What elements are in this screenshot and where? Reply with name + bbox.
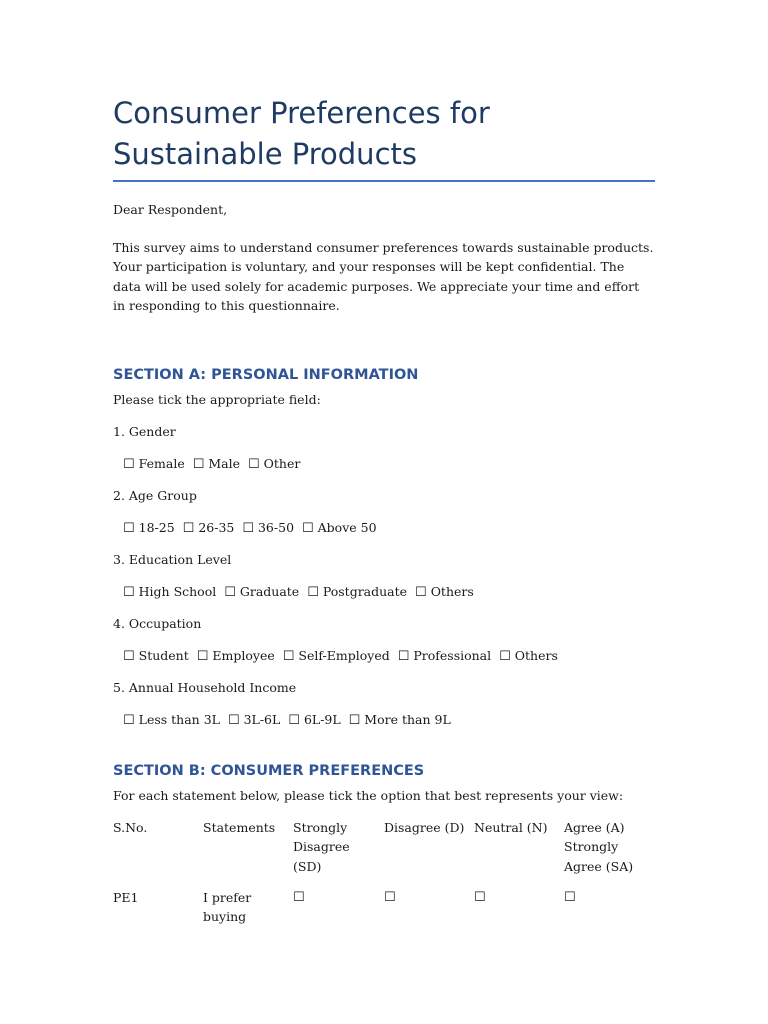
table-header-row	[113, 818, 655, 888]
option-label: 18-25	[138, 520, 175, 535]
checkbox-icon[interactable]: ☐	[499, 649, 511, 664]
document-title: Consumer Preferences for Sustainable Products	[113, 96, 490, 171]
section-b-heading: SECTION B: CONSUMER PREFERENCES	[113, 763, 425, 779]
preference-table	[113, 818, 655, 928]
question-label: 5. Annual Household Income	[113, 680, 297, 695]
column-header-statements: Statements	[203, 820, 276, 835]
checkbox-option[interactable]	[248, 456, 300, 471]
column-header-disagree: Disagree (D)	[384, 820, 465, 835]
checkbox-icon[interactable]: ☐	[182, 521, 195, 536]
option-label: Others	[514, 648, 558, 663]
checkbox-option[interactable]	[283, 648, 390, 663]
option-label: 6L-9L	[303, 712, 341, 727]
checkbox-option[interactable]	[183, 520, 235, 535]
option-label: Female	[138, 456, 185, 471]
checkbox-option[interactable]	[307, 584, 407, 599]
column-header-agree-strongly-agree: Agree (A) Strongly Agree (SA)	[564, 820, 634, 874]
greeting: Dear Respondent,	[113, 202, 228, 217]
question-label: 4. Occupation	[113, 616, 202, 631]
checkbox-icon[interactable]: ☐	[288, 713, 300, 728]
option-label: 3L-6L	[243, 712, 281, 727]
column-header-sno: S.No.	[113, 820, 148, 835]
checkbox-disagree[interactable]: ☐	[384, 890, 396, 905]
option-group	[123, 646, 562, 666]
checkbox-option[interactable]	[123, 584, 216, 599]
option-label: Above 50	[317, 520, 377, 535]
question-label: 3. Education Level	[113, 552, 232, 567]
checkbox-icon[interactable]: ☐	[123, 457, 135, 472]
option-label: Self-Employed	[298, 648, 390, 663]
option-group	[123, 710, 455, 730]
option-label: 36-50	[257, 520, 295, 535]
checkbox-icon[interactable]: ☐	[242, 521, 254, 536]
checkbox-icon[interactable]: ☐	[397, 649, 410, 664]
option-label: 26-35	[198, 520, 235, 535]
checkbox-icon[interactable]: ☐	[224, 585, 236, 600]
option-label: Postgraduate	[322, 584, 408, 599]
checkbox-icon[interactable]: ☐	[123, 713, 135, 728]
column-header-strongly-disagree: Strongly Disagree (SD)	[293, 820, 350, 874]
checkbox-option[interactable]	[398, 648, 491, 663]
checkbox-option[interactable]	[123, 456, 185, 471]
row-statement: I prefer buying	[203, 890, 252, 925]
checkbox-icon[interactable]: ☐	[123, 521, 135, 536]
checkbox-option[interactable]	[228, 712, 280, 727]
option-label: More than 9L	[364, 712, 451, 727]
checkbox-icon[interactable]: ☐	[123, 585, 135, 600]
option-label: Professional	[413, 648, 492, 663]
row-sno: PE1	[113, 890, 139, 905]
checkbox-icon[interactable]: ☐	[302, 521, 314, 536]
checkbox-option[interactable]	[193, 456, 240, 471]
checkbox-strongly-disagree[interactable]: ☐	[293, 890, 305, 905]
intro-paragraph: This survey aims to understand consumer preferences towards sustainable products. Your participation is voluntary, and your responses will be kept confidential. The data will be used solely for academic purposes. We appreciate your time and effort in responding to this questionnaire.	[113, 240, 654, 313]
checkbox-option[interactable]	[123, 520, 175, 535]
checkbox-option[interactable]	[302, 520, 377, 535]
option-label: Less than 3L	[138, 712, 220, 727]
option-label: High School	[138, 584, 217, 599]
checkbox-icon[interactable]: ☐	[248, 457, 260, 472]
checkbox-option[interactable]	[123, 648, 189, 663]
checkbox-option[interactable]	[499, 648, 558, 663]
option-group	[123, 518, 381, 538]
checkbox-option[interactable]	[224, 584, 299, 599]
column-header-neutral: Neutral (N)	[474, 820, 548, 835]
table-row	[113, 888, 655, 928]
checkbox-icon[interactable]: ☐	[196, 649, 209, 664]
option-label: Employee	[212, 648, 275, 663]
checkbox-option[interactable]	[242, 520, 294, 535]
checkbox-icon[interactable]: ☐	[348, 713, 361, 728]
checkbox-neutral[interactable]: ☐	[474, 890, 486, 905]
checkbox-option[interactable]	[288, 712, 340, 727]
option-label: Other	[263, 456, 301, 471]
checkbox-icon[interactable]: ☐	[192, 457, 205, 472]
option-label: Others	[430, 584, 474, 599]
checkbox-option[interactable]	[349, 712, 451, 727]
checkbox-option[interactable]	[415, 584, 474, 599]
option-group	[123, 454, 304, 474]
section-a-instruction: Please tick the appropriate field:	[113, 392, 321, 407]
checkbox-option[interactable]	[123, 712, 220, 727]
checkbox-icon[interactable]: ☐	[123, 649, 135, 664]
question-label: 2. Age Group	[113, 488, 197, 503]
question-label: 1. Gender	[113, 424, 176, 439]
checkbox-icon[interactable]: ☐	[415, 585, 427, 600]
section-a-heading: SECTION A: PERSONAL INFORMATION	[113, 367, 419, 383]
title-underline	[113, 180, 655, 182]
checkbox-icon[interactable]: ☐	[307, 585, 319, 600]
option-label: Graduate	[239, 584, 300, 599]
checkbox-option[interactable]	[197, 648, 275, 663]
checkbox-icon[interactable]: ☐	[227, 713, 240, 728]
option-label: Student	[138, 648, 189, 663]
checkbox-icon[interactable]: ☐	[282, 649, 295, 664]
section-b-instruction: For each statement below, please tick the option that best represents your view:	[113, 788, 624, 803]
option-group	[123, 582, 478, 602]
option-label: Male	[208, 456, 241, 471]
checkbox-agree[interactable]: ☐	[564, 890, 576, 905]
